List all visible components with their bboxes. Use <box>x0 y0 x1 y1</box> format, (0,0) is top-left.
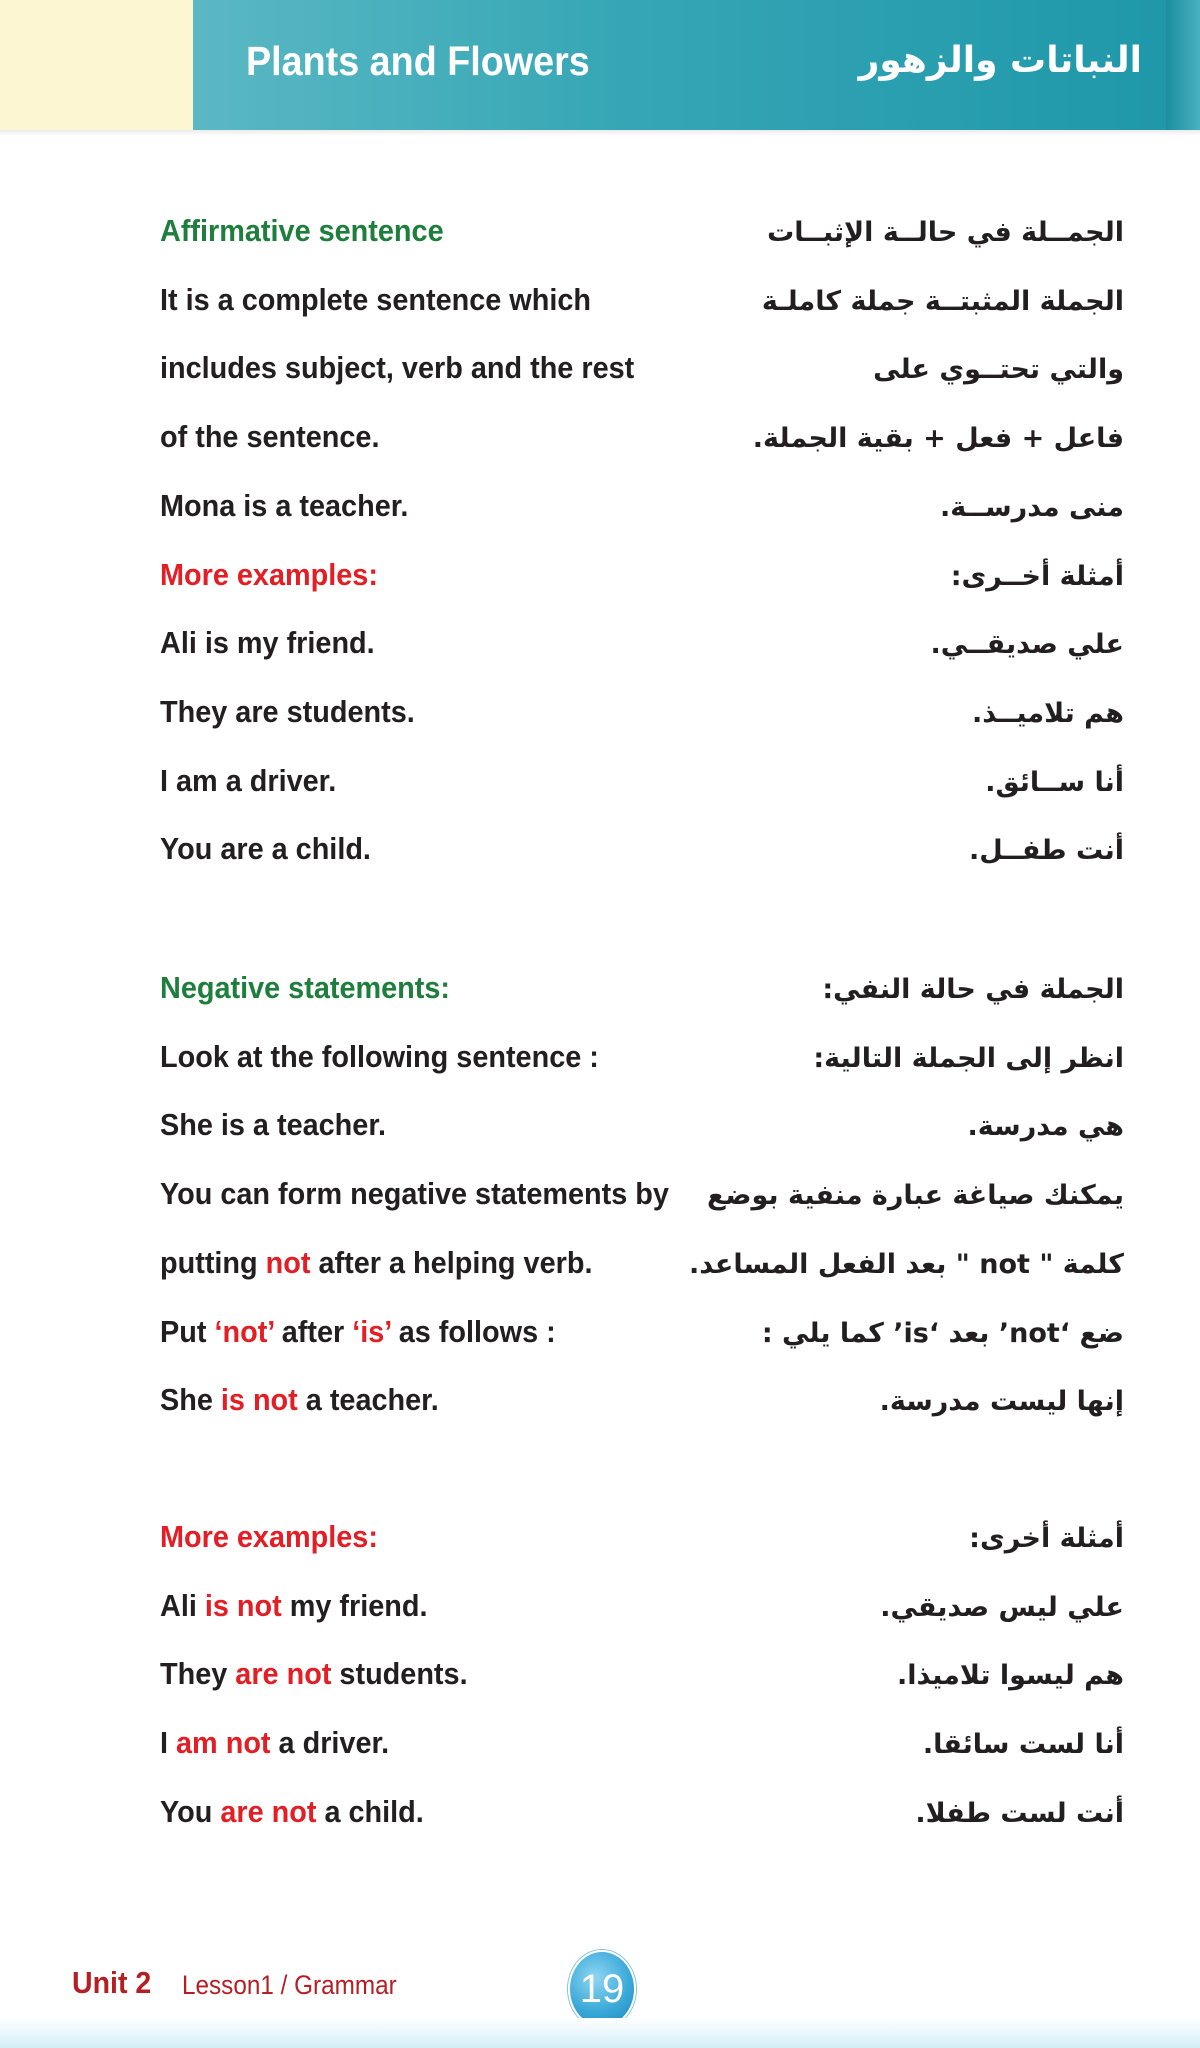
highlighted-word: are not <box>220 1793 317 1829</box>
arabic-line: أنا لست سائقا. <box>922 1729 1124 1761</box>
english-line <box>160 1586 428 1626</box>
english-line <box>160 1723 389 1763</box>
english-text: You <box>160 1793 221 1829</box>
lesson-row <box>0 623 1200 683</box>
english-line <box>160 1654 468 1694</box>
english-text: putting <box>160 1244 266 1280</box>
arabic-line: أمثلة أخرى: <box>969 1523 1124 1554</box>
header-title-arabic: النباتات والزهور <box>858 40 1142 81</box>
english-text: She <box>160 1382 221 1418</box>
lesson-row <box>0 761 1200 821</box>
arabic-line: إنها ليست مدرسة. <box>879 1386 1124 1418</box>
english-text: of the sentence. <box>160 419 380 455</box>
english-text: a teacher. <box>297 1382 439 1418</box>
english-text: Ali <box>160 1587 205 1623</box>
english-text: You can form negative statements by <box>160 1176 669 1212</box>
highlighted-word: not <box>265 1244 311 1280</box>
english-text: You are a child. <box>160 831 371 867</box>
footer-band <box>0 2018 1200 2048</box>
english-line <box>160 211 444 251</box>
page-number-badge: 19 <box>568 1950 636 2028</box>
lesson-row <box>0 486 1200 546</box>
highlighted-word: More examples: <box>160 556 378 592</box>
footer-unit-label: Unit 2 <box>72 1965 152 2000</box>
arabic-line: منى مدرســة. <box>940 491 1124 523</box>
english-line <box>160 280 591 320</box>
lesson-row <box>0 1517 1200 1577</box>
lesson-row <box>0 417 1200 477</box>
english-line <box>160 486 408 526</box>
arabic-line: أنت لست طفلا. <box>915 1797 1124 1829</box>
arabic-line: الجملة المثبتــة جملة كاملـة <box>761 285 1124 317</box>
english-line <box>160 1517 378 1557</box>
english-line <box>160 348 634 388</box>
highlighted-word: is not <box>204 1587 282 1623</box>
header-right-strip <box>1166 0 1200 130</box>
highlighted-word: More examples: <box>160 1519 378 1554</box>
highlighted-word: ‘not’ <box>214 1313 274 1349</box>
lesson-row <box>0 968 1200 1028</box>
english-line <box>160 1243 592 1283</box>
english-text: I <box>160 1725 177 1761</box>
english-text: includes subject, verb and the rest <box>160 350 635 386</box>
english-text: a child. <box>316 1793 424 1829</box>
english-text: my friend. <box>281 1587 428 1623</box>
lesson-row <box>0 1243 1200 1303</box>
footer-lesson-label: Lesson1 / Grammar <box>182 1970 397 2000</box>
english-line <box>160 555 378 595</box>
english-text: Ali is my friend. <box>160 625 375 661</box>
english-text: students. <box>331 1656 468 1692</box>
lesson-row <box>0 1174 1200 1234</box>
lesson-row <box>0 1105 1200 1165</box>
english-line <box>160 1105 386 1145</box>
english-text: They <box>160 1656 236 1692</box>
english-text: Affirmative sentence <box>160 213 444 248</box>
lesson-row <box>0 1792 1200 1852</box>
english-line <box>160 417 379 457</box>
english-text: a driver. <box>270 1725 390 1761</box>
lesson-row <box>0 1723 1200 1783</box>
english-line <box>160 829 371 869</box>
english-line <box>160 1174 669 1214</box>
lesson-row <box>0 1380 1200 1440</box>
lesson-row <box>0 1654 1200 1714</box>
english-text: after a helping verb. <box>310 1244 593 1280</box>
lesson-row <box>0 829 1200 889</box>
english-text: It is a complete sentence which <box>160 281 591 317</box>
lesson-row <box>0 1037 1200 1097</box>
arabic-line: علي ليس صديقي. <box>880 1591 1124 1623</box>
arabic-line: الجمــلة في حالــة الإثبــات <box>767 217 1124 248</box>
arabic-line: هم تلاميــذ. <box>972 697 1124 729</box>
arabic-line: يمكنك صياغة عبارة منفية بوضع <box>706 1180 1124 1212</box>
page-header <box>0 0 1200 130</box>
english-text: as follows : <box>390 1313 556 1349</box>
arabic-line: علي صديقــي. <box>930 629 1124 661</box>
highlighted-word: is not <box>220 1382 298 1418</box>
lesson-row <box>0 211 1200 271</box>
arabic-line: ضع ‘not’ بعد ‘is’ كما يلي : <box>761 1317 1124 1349</box>
english-line <box>160 1312 556 1352</box>
arabic-line: فاعل + فعل + بقية الجملة. <box>752 423 1124 455</box>
arabic-line: هم ليسوا تلاميذا. <box>897 1660 1124 1692</box>
arabic-line: كلمة " not " بعد الفعل المساعد. <box>689 1248 1124 1280</box>
header-cream-block <box>0 0 194 130</box>
arabic-line: انظر إلى الجملة التالية: <box>813 1042 1124 1074</box>
lesson-row <box>0 1312 1200 1372</box>
english-text: I am a driver. <box>160 762 337 798</box>
arabic-line: أمثلة أخــرى: <box>950 560 1124 592</box>
english-text: Look at the following sentence : <box>160 1038 599 1074</box>
english-line <box>160 623 375 663</box>
english-text: after <box>273 1313 353 1349</box>
english-text: They are students. <box>160 693 415 729</box>
english-text: She is a teacher. <box>160 1107 386 1143</box>
arabic-line: أنا ســائق. <box>985 766 1124 798</box>
english-line <box>160 1380 439 1420</box>
highlighted-word: ‘is’ <box>352 1313 391 1349</box>
lesson-row <box>0 280 1200 340</box>
english-line <box>160 1792 424 1832</box>
lesson-row <box>0 1586 1200 1646</box>
arabic-line: أنت طفــل. <box>968 835 1124 867</box>
english-line <box>160 968 450 1008</box>
english-text: Put <box>160 1313 215 1349</box>
english-line <box>160 761 336 801</box>
highlighted-word: am not <box>176 1725 271 1761</box>
lesson-row <box>0 692 1200 752</box>
english-text: Mona is a teacher. <box>160 487 409 523</box>
header-title-english: Plants and Flowers <box>246 38 590 84</box>
arabic-line: الجملة في حالة النفي: <box>822 974 1124 1005</box>
highlighted-word: are not <box>235 1656 332 1692</box>
english-line <box>160 1037 599 1077</box>
english-text: Negative statements: <box>160 970 451 1005</box>
arabic-line: والتي تحتــوي على <box>873 354 1124 386</box>
lesson-row <box>0 555 1200 615</box>
header-shadow <box>0 130 1200 136</box>
lesson-row <box>0 348 1200 408</box>
english-line <box>160 692 415 732</box>
arabic-line: هي مدرسة. <box>967 1111 1124 1143</box>
